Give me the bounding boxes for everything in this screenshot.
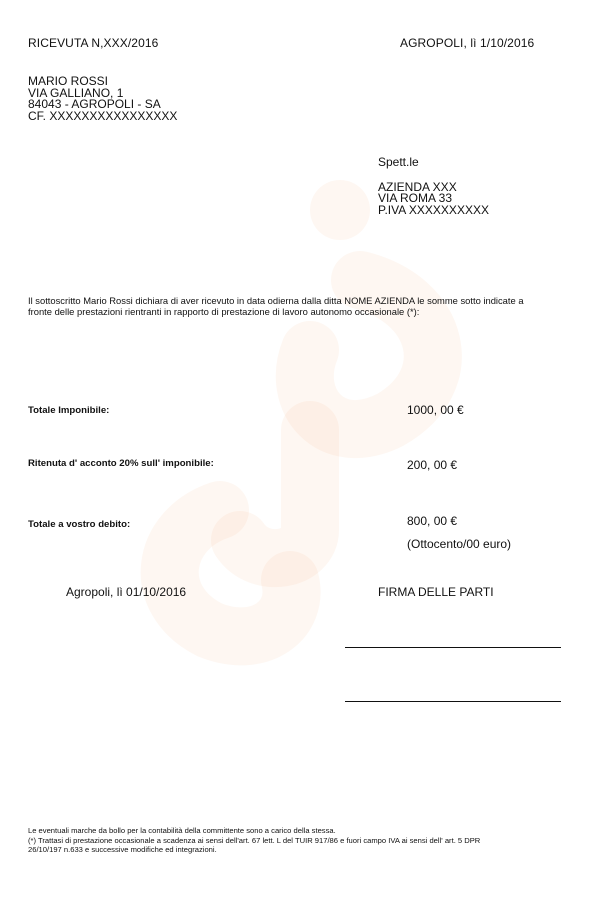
total-due-label: Totale a vostro debito: [28,519,131,530]
total-due-value: 800, 00 € [407,514,458,528]
sender-name: MARIO ROSSI [28,74,109,88]
footer-note: Le eventuali marche da bollo per la contabilità della committente sono a carico della stessa. [28,826,336,835]
declaration-line: Il sottoscritto Mario Rossi dichiara di aver ricevuto in data odierna dalla ditta NOME AZIENDA le somme sotto indicate a [28,295,524,306]
signature-line [345,647,561,648]
amount-in-words: (Ottocento/00 euro) [407,537,512,551]
signature-place-date: Agropoli, lì 01/10/2016 [66,585,187,599]
recipient-vat: P.IVA XXXXXXXXXX [378,202,489,217]
signature-title: FIRMA DELLE PARTI [378,585,494,599]
recipient-address: VIA ROMA 33 [378,191,453,205]
footer-notes [28,826,480,855]
recipient-block [378,157,489,216]
declaration-text [28,295,576,317]
signature-line [345,701,561,702]
receipt-number: RICEVUTA N,XXX/2016 [28,36,159,50]
sender-city: 84043 - AGROPOLI - SA [28,97,161,111]
sender-block [28,76,177,122]
taxable-total-label: Totale Imponibile: [28,405,110,416]
declaration-line: fronte delle prestazioni rientranti in rapporto di prestazione di lavoro autonomo occasionale (*): [28,306,420,317]
withholding-value: 200, 00 € [407,458,458,472]
header-place-date: AGROPOLI, lì 1/10/2016 [400,36,535,50]
footer-note: (*) Trattasi di prestazione occasionale a scadenza ai sensi dell'art. 67 lett. L del TUIR 917/86 e fuori campo IVA ai sensi dell' art. 5 DPR [28,835,481,845]
sender-tax-code: CF. XXXXXXXXXXXXXXXX [28,108,178,123]
footer-note: 26/10/197 n.633 e successive modifiche ed integrazioni. [28,845,217,854]
recipient-salutation: Spett.le [378,155,419,169]
withholding-label: Ritenuta d' acconto 20% sull' imponibile: [28,458,214,469]
sender-address: VIA GALLIANO, 1 [28,85,124,100]
taxable-total-value: 1000, 00 € [407,403,464,417]
recipient-company: AZIENDA XXX [378,179,457,194]
